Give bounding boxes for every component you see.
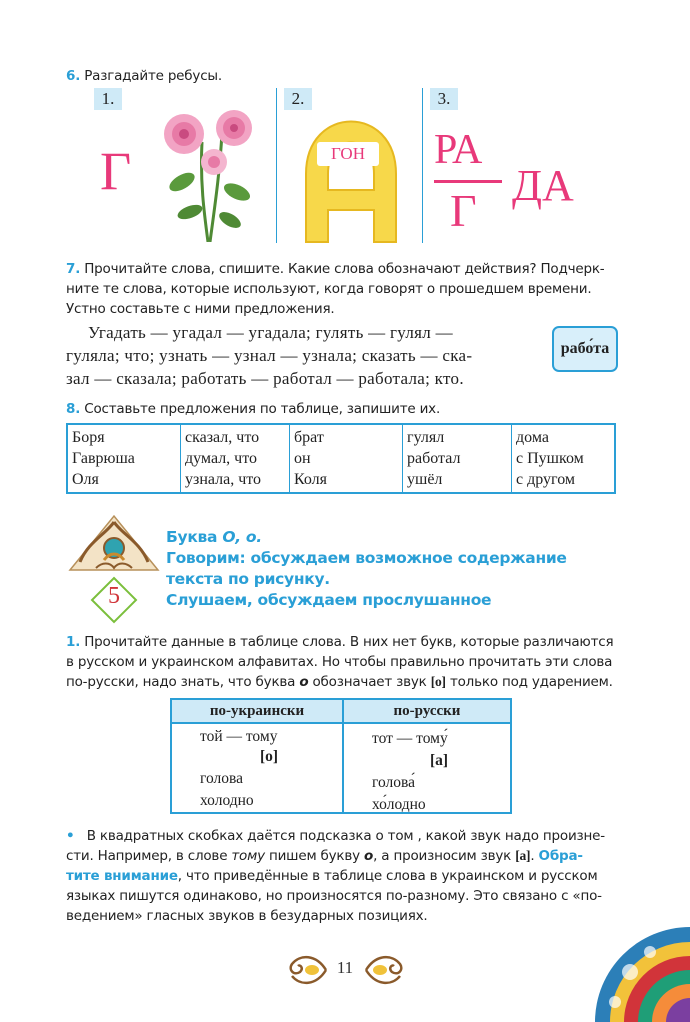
rebus-divider <box>276 88 277 243</box>
rebus-word: ГОН <box>331 144 365 163</box>
instruction-line: Прочитайте слова, спишите. Какие слова обозначают действия? Подчерк- <box>84 261 605 277</box>
table-cell: Гаврюша <box>72 450 135 467</box>
word-line: гуляла; что; узнать — узнал — узнала; сказать — ска- <box>66 346 473 365</box>
instruction-text: по-русски, надо знать, что буква <box>66 674 300 690</box>
word-line: Угадать — угадал — угадала; гулять — гулял — <box>88 323 453 342</box>
table-cell: той — тому <box>200 728 278 745</box>
table-cell: Боря <box>72 429 105 446</box>
table-cell: Оля <box>72 471 99 488</box>
table-cell: с Пушком <box>516 450 584 467</box>
table-column <box>512 424 616 493</box>
table-cell: он <box>294 450 311 467</box>
column-header: по-русски <box>343 699 511 723</box>
rebus-letter: Г <box>100 141 132 201</box>
column-header: по-украински <box>171 699 343 723</box>
table-cell: сказал, что <box>185 429 260 446</box>
note-text: , а произносим звук <box>373 848 516 864</box>
letter-o: о <box>364 848 374 864</box>
note-text: сти. Например, в слове <box>66 848 232 864</box>
ornament-emblem-icon <box>66 512 162 574</box>
exercise-7-instruction <box>66 259 626 319</box>
table-cell: голова́ <box>372 774 415 791</box>
table-column <box>290 424 403 493</box>
note-line: языках пишутся одинаково, но произносятся по-разному. Это связано с «по- <box>66 888 602 904</box>
instruction-text: Составьте предложения по таблице, запишите их. <box>84 401 441 417</box>
note-text: пишем букву <box>264 848 365 864</box>
table-cell: ушёл <box>407 471 443 488</box>
table-cell: [о] <box>260 748 279 765</box>
table-cell: узнала, что <box>185 471 262 488</box>
instruction-line: Прочитайте данные в таблице слова. В них нет букв, которые различаются <box>84 634 614 650</box>
yellow-letter-a-icon <box>288 114 414 244</box>
table-cell: холодно <box>200 792 254 809</box>
exercise-number: 8. <box>66 401 81 417</box>
rebus-1 <box>94 88 274 243</box>
sound-a: [а] <box>515 848 531 863</box>
rebus-2 <box>284 88 420 243</box>
fraction-line <box>434 180 502 183</box>
lesson-subtitle: текста по рисунку. <box>166 570 330 588</box>
stress-hint-box: рабо́та <box>552 326 618 372</box>
table-cell: брат <box>294 429 324 446</box>
bullet-icon: • <box>66 828 75 844</box>
table-cell: хо́лодно <box>372 796 426 813</box>
rebus-3 <box>430 88 590 243</box>
note-line: ведением» гласных звуков в безударных позициях. <box>66 908 428 924</box>
lesson-title <box>166 527 567 611</box>
exercise-7-words <box>66 321 546 390</box>
exercise-number: 7. <box>66 261 81 277</box>
note-line: В квадратных скобках даётся подсказка о том , какой звук надо произне- <box>86 828 605 844</box>
instruction-text: обозначает звук <box>308 674 431 690</box>
instruction-text: Разгадайте ребусы. <box>84 68 222 84</box>
table-cell: дома <box>516 429 549 446</box>
exercise-6-instruction <box>66 66 222 86</box>
note-text: , что приведённые в таблице слова в украинском и русском <box>177 868 598 884</box>
russian-column <box>343 723 511 813</box>
exercise-1-instruction <box>66 632 631 692</box>
ukrainian-column <box>171 723 343 813</box>
roses-picture-icon <box>142 102 268 242</box>
exercise-number: 1. <box>66 634 81 650</box>
exercise-8-instruction <box>66 399 440 419</box>
left-ornament-icon <box>286 950 330 990</box>
sentence-table <box>66 423 616 494</box>
lesson-title-letter: О, о. <box>222 528 262 546</box>
instruction-line: в русском и украинском алфавитах. Но чтобы правильно прочитать эти слова <box>66 654 613 670</box>
lesson-title-text: Буква <box>166 528 223 546</box>
exercise-number: 6. <box>66 68 81 84</box>
table-cell: думал, что <box>185 450 257 467</box>
lesson-subtitle: Говорим: обсуждаем возможное содержание <box>166 549 567 567</box>
rebus-bottom-letter: Г <box>450 185 477 236</box>
table-cell: тот — тому́ <box>372 730 448 747</box>
rebus-divider <box>422 88 423 243</box>
lesson-number: 5 <box>108 583 120 609</box>
table-cell: работал <box>407 450 461 467</box>
letter-o: о <box>299 674 309 690</box>
note-word: тому <box>231 848 265 864</box>
instruction-text: только под ударением. <box>445 674 613 690</box>
attention-text: тите внимание <box>66 868 178 884</box>
table-column <box>67 424 181 493</box>
table-cell: [а] <box>430 752 449 769</box>
right-ornament-icon <box>362 950 406 990</box>
rebus-tag: 1. <box>94 88 122 110</box>
page-number: 11 <box>336 958 354 977</box>
rebus-tag: 3. <box>430 88 458 110</box>
note-paragraph <box>66 826 631 926</box>
table-cell: с другом <box>516 471 576 488</box>
instruction-line: Устно составьте с ними предложения. <box>66 301 335 317</box>
rebus-tag: 2. <box>284 88 312 110</box>
table-column <box>403 424 512 493</box>
lesson-subtitle: Слушаем, обсуждаем прослушанное <box>166 591 492 609</box>
attention-text: Обра- <box>538 848 583 864</box>
note-text: . <box>530 848 539 864</box>
sound-o: [о] <box>430 674 446 689</box>
table-cell: Коля <box>294 471 328 488</box>
table-cell: гулял <box>407 429 445 446</box>
rebus-top-syllable: РА <box>434 127 483 173</box>
table-cell: голова <box>200 770 243 787</box>
table-column <box>181 424 290 493</box>
instruction-line: ните те слова, которые используют, когда говорят о прошедшем времени. <box>66 281 592 297</box>
rebus-right-syllable: ДА <box>512 161 574 210</box>
corner-floral-ornament-icon <box>590 912 690 1022</box>
comparison-table <box>170 698 512 814</box>
word-line: зал — сказала; работать — работал — работала; кто. <box>66 369 464 388</box>
